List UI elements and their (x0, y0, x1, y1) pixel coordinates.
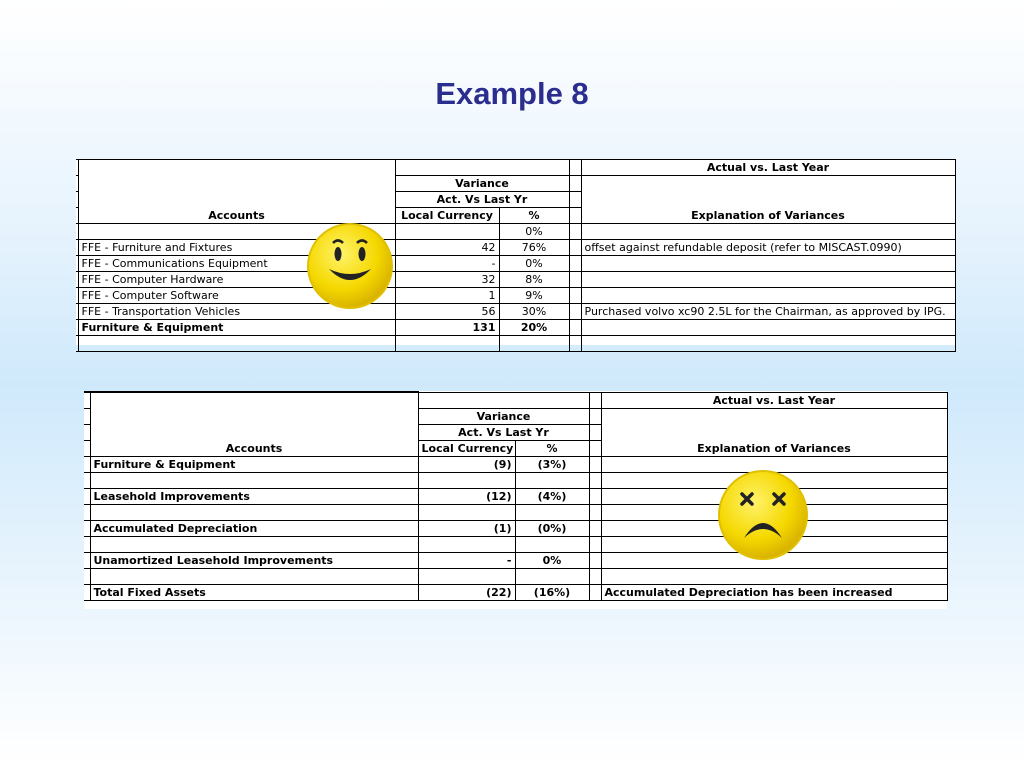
table-row-pct: 0% (499, 224, 569, 240)
table-row-explanation (581, 272, 955, 288)
table-row-account: FFE - Computer Software (78, 288, 395, 304)
table-row-pct: (16%) (515, 585, 589, 601)
percent-header: % (515, 441, 589, 457)
table-row-pct: (3%) (515, 457, 589, 473)
table-row-account: Unamortized Leasehold Improvements (90, 553, 418, 569)
table-row-explanation (581, 224, 955, 240)
accounts-header: Accounts (78, 160, 395, 224)
total-row-account: Furniture & Equipment (78, 320, 395, 336)
table-row-account: Furniture & Equipment (90, 457, 418, 473)
table-row-pct (515, 537, 589, 553)
actual-vs-last-year-header: Actual vs. Last Year (581, 160, 955, 176)
local-currency-header: Local Currency (395, 208, 499, 224)
table-row-local: 32 (395, 272, 499, 288)
percent-header: % (499, 208, 569, 224)
table-row-account (90, 537, 418, 553)
table-row-pct (515, 505, 589, 521)
table-row-explanation: Accumulated Depreciation has been increased (601, 585, 947, 601)
table-row-account: FFE - Communications Equipment (78, 256, 395, 272)
table-row-account (90, 569, 418, 585)
total-row-local: 131 (395, 320, 499, 336)
slide-title: Example 8 (435, 76, 589, 111)
table-row-local (418, 473, 515, 489)
table-row-account: FFE - Transportation Vehicles (78, 304, 395, 320)
variance-header: Variance (418, 409, 589, 425)
table-row-local: - (418, 553, 515, 569)
table-row-explanation: offset against refundable deposit (refer to MISCAST.0990) (581, 240, 955, 256)
actual-vs-last-year-header: Actual vs. Last Year (601, 392, 947, 409)
table-row-explanation (581, 288, 955, 304)
explanation-header: Explanation of Variances (581, 176, 955, 224)
total-row-explanation (581, 320, 955, 336)
table-row-local: - (395, 256, 499, 272)
variance-header: Variance (395, 176, 569, 192)
table-row-explanation (581, 256, 955, 272)
table-row-account: Total Fixed Assets (90, 585, 418, 601)
table-row-local (418, 505, 515, 521)
table-row-explanation: Purchased volvo xc90 2.5L for the Chairman, as approved by IPG. (581, 304, 955, 320)
act-vs-last-yr-header: Act. Vs Last Yr (395, 192, 569, 208)
table-row-local (418, 537, 515, 553)
variance-table-2 (84, 391, 948, 601)
local-currency-header: Local Currency (418, 441, 515, 457)
table-row-local: (1) (418, 521, 515, 537)
table-row-pct: (0%) (515, 521, 589, 537)
table-row-account (90, 505, 418, 521)
variance-table-1 (76, 159, 956, 352)
table-row-explanation (601, 569, 947, 585)
table-row-pct: 76% (499, 240, 569, 256)
spreadsheet-1 (76, 159, 955, 345)
table-row-local (395, 224, 499, 240)
table-row-account (90, 473, 418, 489)
table-row-pct (515, 569, 589, 585)
table-row-pct: 9% (499, 288, 569, 304)
table-row-account: FFE - Computer Hardware (78, 272, 395, 288)
table-row-pct (515, 473, 589, 489)
table-row-pct: 30% (499, 304, 569, 320)
table-row-local: (22) (418, 585, 515, 601)
explanation-header: Explanation of Variances (601, 409, 947, 457)
sad-face-icon (716, 468, 810, 562)
table-row-pct: (4%) (515, 489, 589, 505)
table-row-account: FFE - Furniture and Fixtures (78, 240, 395, 256)
act-vs-last-yr-header: Act. Vs Last Yr (418, 425, 589, 441)
table-row-local: 1 (395, 288, 499, 304)
table-row-pct: 8% (499, 272, 569, 288)
table-row-local: 42 (395, 240, 499, 256)
table-row-local (418, 569, 515, 585)
spreadsheet-2 (84, 391, 947, 609)
table-row-account: Leasehold Improvements (90, 489, 418, 505)
table-row-pct: 0% (499, 256, 569, 272)
table-row-account: Accumulated Depreciation (90, 521, 418, 537)
table-row-local: (12) (418, 489, 515, 505)
table-row-pct: 0% (515, 553, 589, 569)
happy-face-icon (305, 221, 395, 311)
table-row-local: (9) (418, 457, 515, 473)
total-row-pct: 20% (499, 320, 569, 336)
accounts-header: Accounts (90, 392, 418, 457)
table-row-local: 56 (395, 304, 499, 320)
